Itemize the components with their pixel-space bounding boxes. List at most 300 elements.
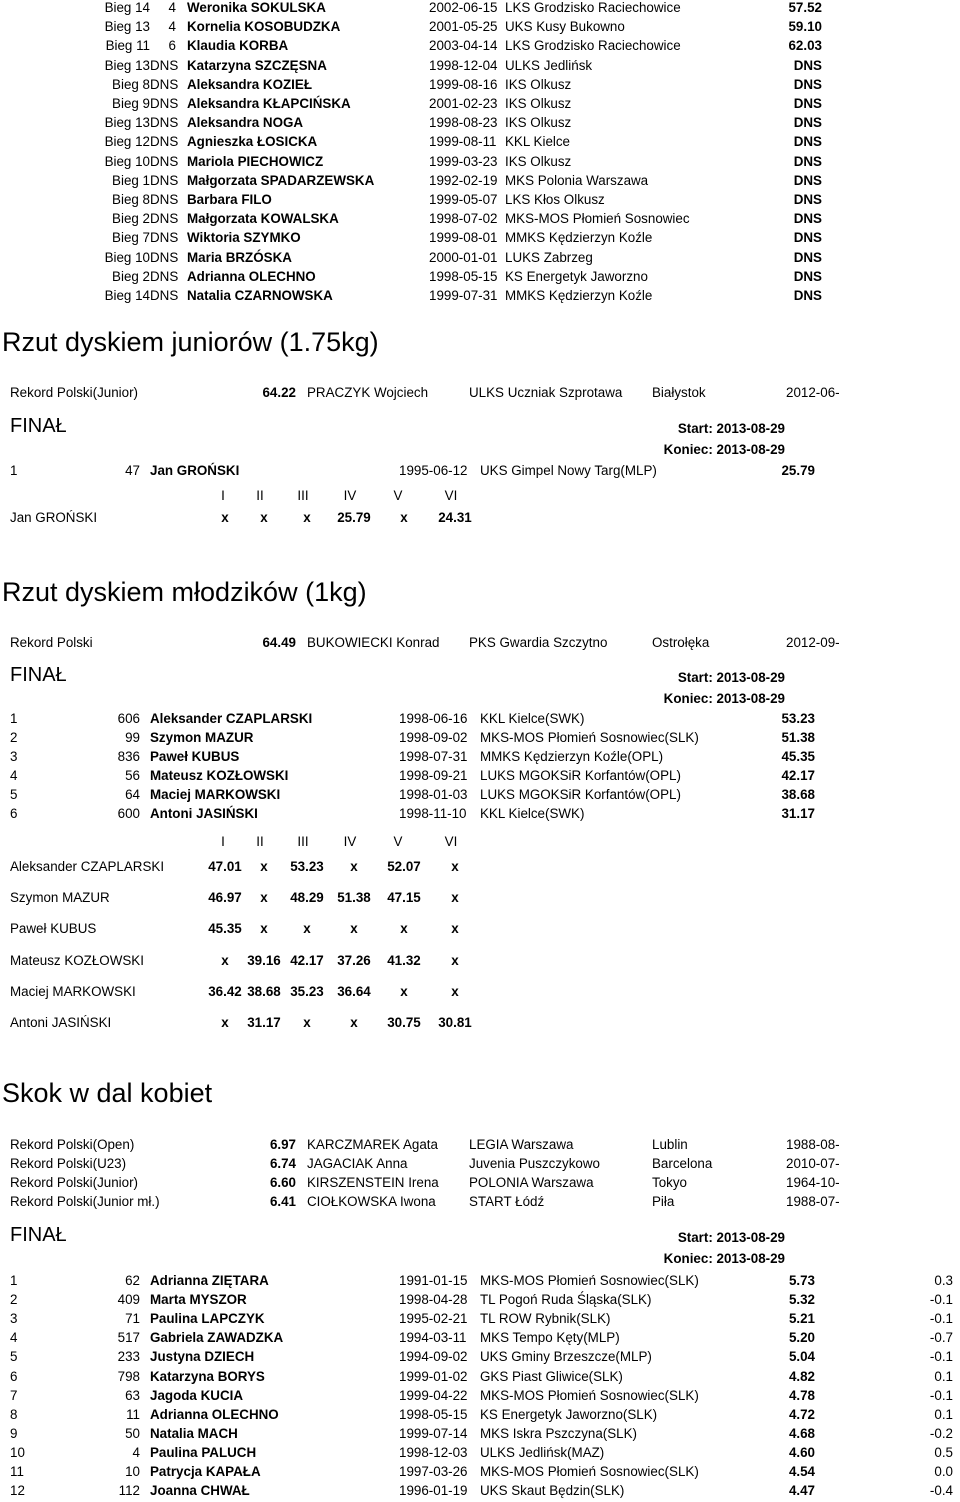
result-row (0, 1445, 960, 1463)
result-value: 31.17 (781, 806, 815, 821)
athlete-name: Adrianna OLECHNO (187, 268, 316, 284)
athlete-name: Antoni JASIŃSKI (150, 806, 258, 821)
lane-cell: DNS (150, 230, 179, 246)
birth-date: 1998-08-23 (429, 115, 498, 131)
record-place: Lublin (652, 1137, 688, 1152)
place-cell: 1 (10, 711, 18, 726)
birth-date: 2001-02-23 (429, 96, 498, 111)
athlete-name: Aleksander CZAPLARSKI (150, 711, 313, 726)
section-title: Skok w dal kobiet (2, 1078, 213, 1108)
bib-number: 71 (125, 1311, 140, 1327)
club-name: MKS-MOS Płomień Sosnowiec(SLK) (480, 1387, 699, 1403)
club-name: IKS Olkusz (505, 76, 572, 92)
record-row (0, 635, 960, 653)
section-title: Rzut dyskiem juniorów (1.75kg) (2, 327, 379, 357)
result-row (0, 19, 960, 37)
attempt-value: 30.75 (387, 1015, 421, 1030)
lane-cell: DNS (150, 115, 179, 131)
attempt-number-header: I (221, 488, 225, 503)
athlete-name: Weronika SOKULSKA (187, 0, 326, 15)
record-place: Białystok (652, 385, 706, 400)
birth-date: 1995-02-21 (399, 1311, 468, 1327)
athlete-name: Klaudia KORBA (187, 38, 289, 54)
athlete-name: Aleksandra NOGA (187, 115, 304, 131)
result-value: DNS (793, 192, 822, 207)
lane-cell: DNS (150, 211, 179, 227)
birth-date: 1998-01-03 (399, 787, 468, 802)
attempt-value: 36.64 (337, 983, 371, 999)
athlete-name: Jan GROŃSKI (10, 510, 98, 525)
result-value: DNS (793, 172, 822, 188)
attempt-value: x (451, 890, 459, 906)
birth-date: 1998-11-10 (399, 806, 467, 821)
club-name: KKL Kielce (505, 134, 571, 150)
birth-date: 1994-03-11 (399, 1330, 467, 1346)
result-value: 4.47 (788, 1483, 815, 1499)
birth-date: 1998-12-04 (429, 57, 498, 73)
athlete-name: Katarzyna BORYS (150, 1368, 265, 1384)
record-value: 6.41 (269, 1194, 296, 1209)
record-date: 2010-07- (786, 1156, 840, 1171)
result-value: DNS (793, 76, 822, 92)
record-label: Rekord Polski(U23) (10, 1156, 127, 1171)
final-label: FINAŁ (10, 664, 67, 686)
record-value: 64.49 (262, 635, 296, 650)
club-name: MKS-MOS Płomień Sosnowiec(SLK) (480, 1273, 699, 1288)
result-value: 57.52 (788, 0, 822, 15)
bib-number: 836 (117, 749, 140, 764)
place-cell: 4 (10, 768, 18, 783)
heat-cell: Bieg 2 (112, 268, 150, 284)
result-value: DNS (793, 115, 822, 131)
birth-date: 1998-09-02 (399, 730, 468, 745)
lane-cell: DNS (150, 153, 179, 169)
attempt-row (0, 984, 960, 1002)
result-value: 38.68 (781, 787, 815, 802)
record-place: Ostrołęka (652, 635, 710, 650)
bib-number: 517 (117, 1330, 140, 1346)
result-row (0, 96, 960, 114)
result-value: DNS (793, 230, 822, 246)
birth-date: 1991-01-15 (399, 1273, 468, 1288)
attempt-value: x (221, 952, 229, 968)
record-club: PKS Gwardia Szczytno (469, 635, 608, 650)
result-row (0, 711, 960, 729)
athlete-name: Adrianna ZIĘTARA (150, 1273, 269, 1288)
wind-value: 0.3 (934, 1273, 953, 1288)
club-name: KKL Kielce(SWK) (480, 711, 585, 726)
athlete-name: Katarzyna SZCZĘSNA (187, 57, 327, 73)
bib-number: 50 (125, 1425, 140, 1441)
birth-date: 1999-01-02 (399, 1368, 468, 1384)
attempt-value: x (221, 1015, 229, 1030)
heat-cell: Bieg 11 (105, 38, 150, 54)
club-name: LKS Kłos Olkusz (505, 192, 605, 207)
place-cell: 2 (10, 1292, 18, 1308)
club-name: UKS Kusy Bukowno (505, 19, 625, 35)
attempt-value: 30.81 (438, 1015, 472, 1030)
attempt-row (0, 859, 960, 877)
athlete-name: Aleksandra KŁAPCIŃSKA (187, 96, 351, 111)
birth-date: 1999-08-01 (429, 230, 498, 246)
wind-value: -0.1 (929, 1292, 953, 1308)
result-row (0, 211, 960, 229)
birth-date: 1999-07-14 (399, 1425, 468, 1441)
result-row (0, 1330, 960, 1348)
club-name: MKS Iskra Pszczyna(SLK) (480, 1425, 638, 1441)
result-row (0, 806, 960, 824)
athlete-name: Małgorzata KOWALSKA (187, 211, 339, 227)
record-holder: BUKOWIECKI Konrad (307, 635, 440, 650)
birth-date: 1996-01-19 (399, 1483, 468, 1499)
club-name: IKS Olkusz (505, 115, 572, 131)
result-value: DNS (793, 153, 822, 169)
attempt-header-row (0, 488, 960, 506)
attempt-row (0, 953, 960, 971)
record-club: POLONIA Warszawa (469, 1175, 594, 1190)
record-holder: PRACZYK Wojciech (307, 385, 429, 400)
attempt-value: x (260, 890, 268, 906)
result-value: 59.10 (788, 19, 822, 35)
attempt-number-header: IV (343, 488, 357, 503)
place-cell: 10 (10, 1444, 25, 1460)
record-label: Rekord Polski (10, 635, 93, 650)
place-cell: 3 (10, 749, 18, 764)
attempt-value: 53.23 (290, 859, 324, 874)
athlete-name: Justyna DZIECH (150, 1349, 255, 1365)
lane-cell: DNS (150, 96, 179, 111)
club-name: MKS Polonia Warszawa (505, 172, 649, 188)
attempt-value: x (451, 983, 459, 999)
heat-cell: Bieg 13 (104, 19, 150, 35)
record-date: 2012-09- (786, 635, 840, 650)
result-value: 5.21 (788, 1311, 815, 1327)
athlete-name: Gabriela ZAWADZKA (150, 1330, 284, 1346)
bib-number: 112 (118, 1483, 140, 1499)
place-cell: 9 (10, 1425, 18, 1441)
record-place: Piła (652, 1194, 675, 1209)
athlete-name: Marta MYSZOR (150, 1292, 247, 1308)
place-cell: 1 (10, 1273, 18, 1288)
result-row (0, 38, 960, 56)
athlete-name: Wiktoria SZYMKO (187, 230, 301, 246)
wind-value: 0.0 (934, 1464, 953, 1479)
club-name: UKS Gimpel Nowy Targ(MLP) (480, 463, 657, 478)
record-holder: CIOŁKOWSKA Iwona (307, 1194, 436, 1209)
result-row (0, 730, 960, 748)
club-name: MKS-MOS Płomień Sosnowiec (505, 211, 690, 227)
lane-cell: DNS (150, 76, 179, 92)
birth-date: 1995-06-12 (399, 463, 468, 478)
wind-value: 0.5 (934, 1444, 953, 1460)
club-name: GKS Piast Gliwice(SLK) (480, 1368, 623, 1384)
result-value: 4.78 (788, 1387, 815, 1403)
result-value: 53.23 (781, 711, 815, 726)
attempt-value: 41.32 (387, 952, 421, 968)
record-row (0, 385, 960, 403)
attempt-value: 37.26 (337, 952, 371, 968)
athlete-name: Maciej MARKOWSKI (10, 983, 136, 999)
birth-date: 1999-08-16 (429, 76, 498, 92)
lane-cell: 4 (168, 19, 176, 35)
club-name: MMKS Kędzierzyn Koźle (505, 230, 653, 246)
athlete-name: Jan GROŃSKI (150, 463, 240, 478)
attempt-row (0, 921, 960, 939)
attempt-value: x (400, 510, 408, 525)
end-time: Koniec: 2013-08-29 (663, 442, 785, 457)
heat-cell: Bieg 7 (112, 230, 150, 246)
birth-date: 1998-06-16 (399, 711, 468, 726)
birth-date: 1999-08-11 (429, 134, 497, 150)
result-value: DNS (793, 211, 822, 227)
club-name: KS Energetyk Jaworzno(SLK) (480, 1406, 658, 1422)
wind-value: -0.4 (929, 1483, 953, 1499)
record-row (0, 1156, 960, 1174)
birth-date: 1998-07-31 (399, 749, 468, 764)
heat-cell: Bieg 8 (112, 76, 150, 92)
record-row (0, 1175, 960, 1193)
club-name: IKS Olkusz (505, 153, 572, 169)
result-value: 4.68 (788, 1425, 815, 1441)
bib-number: 47 (125, 463, 140, 478)
attempt-value: 52.07 (387, 859, 421, 874)
result-value: 62.03 (788, 38, 822, 54)
birth-date: 1998-05-15 (399, 1406, 468, 1422)
athlete-name: Aleksander CZAPLARSKI (10, 859, 165, 874)
result-row (0, 787, 960, 805)
bib-number: 10 (125, 1464, 140, 1479)
athlete-name: Mateusz KOZŁOWSKI (10, 952, 144, 968)
club-name: MKS-MOS Płomień Sosnowiec(SLK) (480, 730, 699, 745)
result-value: 4.60 (788, 1444, 815, 1460)
lane-cell: 4 (168, 0, 176, 15)
birth-date: 1999-05-07 (429, 192, 498, 207)
result-row (0, 1464, 960, 1482)
birth-date: 1997-03-26 (399, 1464, 468, 1479)
birth-date: 1998-05-15 (429, 268, 498, 284)
bib-number: 62 (125, 1273, 140, 1288)
wind-value: -0.1 (929, 1387, 953, 1403)
attempt-value: 36.42 (208, 983, 242, 999)
club-name: MKS-MOS Płomień Sosnowiec(SLK) (480, 1464, 699, 1479)
result-row (0, 250, 960, 268)
attempt-number-header: III (297, 488, 309, 503)
athlete-name: Kornelia KOSOBUDZKA (187, 19, 341, 35)
birth-date: 1998-09-21 (399, 768, 468, 783)
lane-cell: DNS (150, 288, 179, 303)
place-cell: 5 (10, 1349, 18, 1365)
attempt-value: 24.31 (438, 510, 472, 525)
attempt-row (0, 510, 960, 528)
birth-date: 2001-05-25 (429, 19, 498, 35)
birth-date: 2000-01-01 (429, 249, 498, 265)
athlete-name: Jagoda KUCIA (150, 1387, 244, 1403)
lane-cell: DNS (150, 192, 179, 207)
result-row (0, 1388, 960, 1406)
record-holder: KARCZMAREK Agata (307, 1137, 438, 1152)
attempt-value: x (451, 921, 459, 937)
heat-cell: Bieg 8 (112, 192, 150, 207)
club-name: TL Pogoń Ruda Śląska(SLK) (480, 1292, 652, 1308)
athlete-name: Antoni JASIŃSKI (10, 1015, 112, 1030)
record-value: 6.60 (269, 1175, 296, 1190)
attempt-value: x (451, 952, 459, 968)
attempt-value: 25.79 (337, 510, 371, 525)
attempt-value: x (400, 921, 408, 937)
result-row (0, 749, 960, 767)
attempt-value: 47.15 (387, 890, 421, 906)
place-cell: 6 (10, 806, 18, 821)
result-row (0, 1273, 960, 1291)
result-row (0, 115, 960, 133)
attempt-number-header: I (221, 834, 225, 849)
lane-cell: DNS (150, 268, 179, 284)
heat-cell: Bieg 10 (104, 249, 150, 265)
birth-date: 2003-04-14 (429, 38, 498, 54)
birth-date: 1999-03-23 (429, 153, 498, 169)
athlete-name: Joanna CHWAŁ (150, 1483, 250, 1499)
result-row (0, 1426, 960, 1444)
athlete-name: Małgorzata SPADARZEWSKA (187, 172, 375, 188)
result-value: DNS (793, 134, 822, 150)
place-cell: 2 (10, 730, 18, 745)
club-name: TL ROW Rybnik(SLK) (480, 1311, 611, 1327)
heat-cell: Bieg 9 (112, 96, 150, 111)
start-time: Start: 2013-08-29 (677, 1230, 785, 1245)
wind-value: 0.1 (934, 1368, 953, 1384)
athlete-name: Mateusz KOZŁOWSKI (150, 768, 289, 783)
attempt-value: 35.23 (290, 983, 324, 999)
result-row (0, 77, 960, 95)
club-name: UKS Skaut Będzin(SLK) (480, 1483, 625, 1499)
result-row (0, 463, 960, 481)
result-row (0, 192, 960, 210)
record-date: 2012-06- (786, 385, 840, 400)
place-cell: 5 (10, 787, 18, 802)
lane-cell: 6 (168, 38, 176, 54)
attempt-value: x (350, 1015, 358, 1030)
heat-cell: Bieg 2 (112, 211, 150, 227)
club-name: MKS Tempo Kęty(MLP) (480, 1330, 620, 1346)
start-time: Start: 2013-08-29 (677, 421, 785, 436)
athlete-name: Paweł KUBUS (10, 921, 97, 937)
birth-date: 1998-12-03 (399, 1444, 468, 1460)
result-row (0, 288, 960, 306)
birth-date: 1998-04-28 (399, 1292, 468, 1308)
result-row (0, 154, 960, 172)
result-row (0, 1292, 960, 1310)
heat-cell: Bieg 13 (104, 115, 150, 131)
record-label: Rekord Polski(Junior mł.) (10, 1194, 160, 1209)
record-value: 64.22 (262, 385, 296, 400)
result-row (0, 134, 960, 152)
bib-number: 606 (117, 711, 140, 726)
wind-value: 0.1 (934, 1406, 953, 1422)
athlete-name: Aleksandra KOZIEŁ (187, 76, 313, 92)
result-value: DNS (793, 288, 822, 303)
place-cell: 11 (10, 1464, 24, 1479)
club-name: UKS Gminy Brzeszcze(MLP) (480, 1349, 652, 1365)
result-value: 45.35 (781, 749, 815, 764)
result-row (0, 1349, 960, 1367)
bib-number: 64 (125, 787, 140, 802)
birth-date: 1992-02-19 (429, 172, 498, 188)
result-row (0, 1407, 960, 1425)
club-name: ULKS Jedlińsk (505, 57, 593, 73)
result-value: 4.72 (788, 1406, 815, 1422)
section-title: Rzut dyskiem młodzików (1kg) (2, 577, 367, 607)
bib-number: 56 (125, 768, 140, 783)
birth-date: 1994-09-02 (399, 1349, 468, 1365)
bib-number: 233 (117, 1349, 140, 1365)
birth-date: 1998-07-02 (429, 211, 498, 227)
record-row (0, 1137, 960, 1155)
record-date: 1988-08- (786, 1137, 840, 1152)
attempt-number-header: IV (343, 834, 357, 849)
attempt-number-header: V (393, 488, 403, 503)
attempt-number-header: VI (444, 488, 458, 503)
attempt-row (0, 1015, 960, 1033)
heat-cell: Bieg 14 (104, 0, 150, 15)
place-cell: 7 (10, 1387, 18, 1403)
record-holder: KIRSZENSTEIN Irena (307, 1175, 439, 1190)
final-label: FINAŁ (10, 415, 67, 437)
attempt-value: x (221, 510, 229, 525)
club-name: KKL Kielce(SWK) (480, 806, 585, 821)
attempt-number-header: VI (444, 834, 458, 849)
club-name: LUKS MGOKSiR Korfantów(OPL) (480, 768, 681, 783)
record-club: LEGIA Warszawa (469, 1137, 574, 1152)
athlete-name: Maciej MARKOWSKI (150, 787, 281, 802)
club-name: LUKS MGOKSiR Korfantów(OPL) (480, 787, 681, 802)
club-name: KS Energetyk Jaworzno (505, 268, 648, 284)
athlete-name: Paweł KUBUS (150, 749, 240, 764)
attempt-value: 48.29 (290, 890, 324, 906)
result-value: DNS (793, 96, 822, 111)
end-time: Koniec: 2013-08-29 (663, 1251, 785, 1266)
wind-value: -0.7 (929, 1330, 953, 1346)
end-time: Koniec: 2013-08-29 (663, 691, 785, 706)
record-label: Rekord Polski(Open) (10, 1137, 135, 1152)
result-value: 51.38 (781, 730, 815, 745)
record-date: 1988-07- (786, 1194, 840, 1209)
lane-cell: DNS (150, 249, 179, 265)
birth-date: 1999-07-31 (429, 288, 498, 303)
heat-cell: Bieg 1 (112, 172, 150, 188)
bib-number: 4 (132, 1444, 140, 1460)
athlete-name: Natalia CZARNOWSKA (187, 288, 333, 303)
result-value: DNS (793, 268, 822, 284)
place-cell: 4 (10, 1330, 18, 1346)
bib-number: 600 (117, 806, 140, 821)
attempt-value: 51.38 (337, 890, 371, 906)
record-club: ULKS Uczniak Szprotawa (469, 385, 623, 400)
club-name: LKS Grodzisko Raciechowice (505, 38, 681, 54)
attempt-value: x (350, 921, 358, 937)
wind-value: -0.1 (929, 1311, 953, 1327)
record-holder: JAGACIAK Anna (307, 1156, 408, 1171)
attempt-header-row (0, 834, 960, 852)
attempt-value: x (350, 859, 358, 874)
athlete-name: Agnieszka ŁOSICKA (187, 134, 318, 150)
record-label: Rekord Polski(Junior) (10, 1175, 138, 1190)
heat-cell: Bieg 14 (104, 288, 150, 303)
wind-value: -0.2 (929, 1425, 953, 1441)
athlete-name: Patrycja KAPAŁA (150, 1464, 261, 1479)
result-row (0, 230, 960, 248)
result-row (0, 1369, 960, 1387)
athlete-name: Barbara FILO (187, 192, 272, 207)
